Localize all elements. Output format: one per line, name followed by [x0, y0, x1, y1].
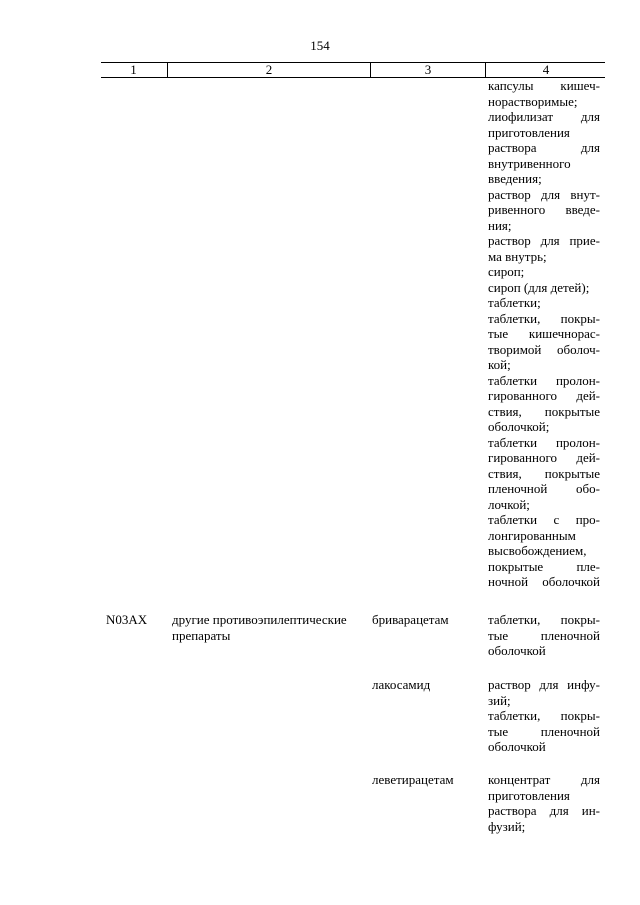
dosage-form-line: гированного дей- — [488, 388, 600, 403]
dosage-form-line: тые пленочной — [488, 627, 600, 643]
dosage-form-line: сироп; — [488, 264, 525, 279]
dosage-form-line: раствор для прие- — [488, 233, 600, 248]
dosage-form-line: высвобождением, — [488, 543, 587, 558]
dosage-form-line: раствора для — [488, 140, 600, 155]
dosage-form-line: раствор для инфу- — [488, 677, 600, 692]
dosage-form-line: таблетки; — [488, 295, 541, 310]
dosage-form-line: введения; — [488, 171, 542, 186]
header-col-4: 4 — [485, 63, 606, 77]
dosage-form-line: ривенного введе- — [488, 202, 600, 217]
drug-dosage-forms — [488, 612, 600, 659]
dosage-form-line: оболочкой; — [488, 419, 550, 434]
dosage-form-line: внутривенного — [488, 155, 571, 171]
dosage-form-line: таблетки, покры- — [488, 708, 600, 723]
dosage-form-line: ночной оболочкой — [488, 574, 600, 589]
drug-dosage-forms — [488, 677, 600, 755]
group-name-line: другие противоэпилептические — [172, 612, 347, 627]
dosage-form-line: приготовления — [488, 124, 570, 140]
drug-dosage-forms — [488, 772, 600, 834]
dosage-form-line: тые пленочной — [488, 723, 600, 739]
dosage-form-line: пленочной обо- — [488, 481, 600, 496]
header-col-1: 1 — [130, 62, 137, 77]
dosage-form-line: раствора для ин- — [488, 803, 600, 818]
dosage-form-line: таблетки с про- — [488, 512, 600, 527]
pharmacological-group — [172, 612, 372, 644]
dosage-form-line: зий; — [488, 692, 511, 708]
page-number: 154 — [310, 38, 330, 53]
table-header — [101, 62, 605, 78]
dosage-form-line: таблетки пролон- — [488, 372, 600, 388]
dosage-form-line: концентрат для — [488, 772, 600, 787]
drug-name: бриварацетам — [372, 612, 449, 627]
dosage-form-line: творимой оболоч- — [488, 341, 600, 357]
dosage-form-line: ствия, покрытые — [488, 403, 600, 419]
dosage-form-line: норастворимые; — [488, 93, 578, 109]
group-name-line: препараты — [172, 628, 231, 643]
dosage-form-line: тые кишечнорас- — [488, 326, 600, 341]
dosage-form-line: гированного дей- — [488, 450, 600, 465]
drug-name: леветирацетам — [372, 772, 454, 787]
dosage-form-line: оболочкой — [488, 643, 546, 658]
dosage-form-line: ния; — [488, 217, 512, 233]
dosage-form-line: ствия, покрытые — [488, 465, 600, 481]
dosage-form-line: капсулы кишеч- — [488, 78, 600, 93]
dosage-form-line: ма внутрь; — [488, 248, 547, 264]
dosage-form-line: таблетки пролон- — [488, 434, 600, 450]
dosage-form-line: лиофилизат для — [488, 109, 600, 124]
dosage-form-line: таблетки, покры- — [488, 310, 600, 326]
dosage-form-line: лонгированным — [488, 527, 576, 543]
dosage-form-line: лочкой; — [488, 496, 530, 512]
dosage-form-line: сироп (для детей); — [488, 279, 590, 295]
atc-code: N03AX — [106, 612, 148, 627]
continued-dosage-forms — [488, 78, 600, 590]
dosage-form-line: кой; — [488, 357, 511, 372]
dosage-form-line: таблетки, покры- — [488, 612, 600, 627]
header-col-2: 2 — [167, 63, 370, 77]
dosage-form-line: приготовления — [488, 787, 570, 803]
drug-name: лакосамид — [372, 677, 431, 692]
dosage-form-line: оболочкой — [488, 739, 546, 754]
dosage-form-line: фузий; — [488, 818, 526, 834]
dosage-form-line: раствор для внут- — [488, 186, 600, 202]
dosage-form-line: покрытые пле- — [488, 558, 600, 574]
header-col-3: 3 — [370, 63, 485, 77]
